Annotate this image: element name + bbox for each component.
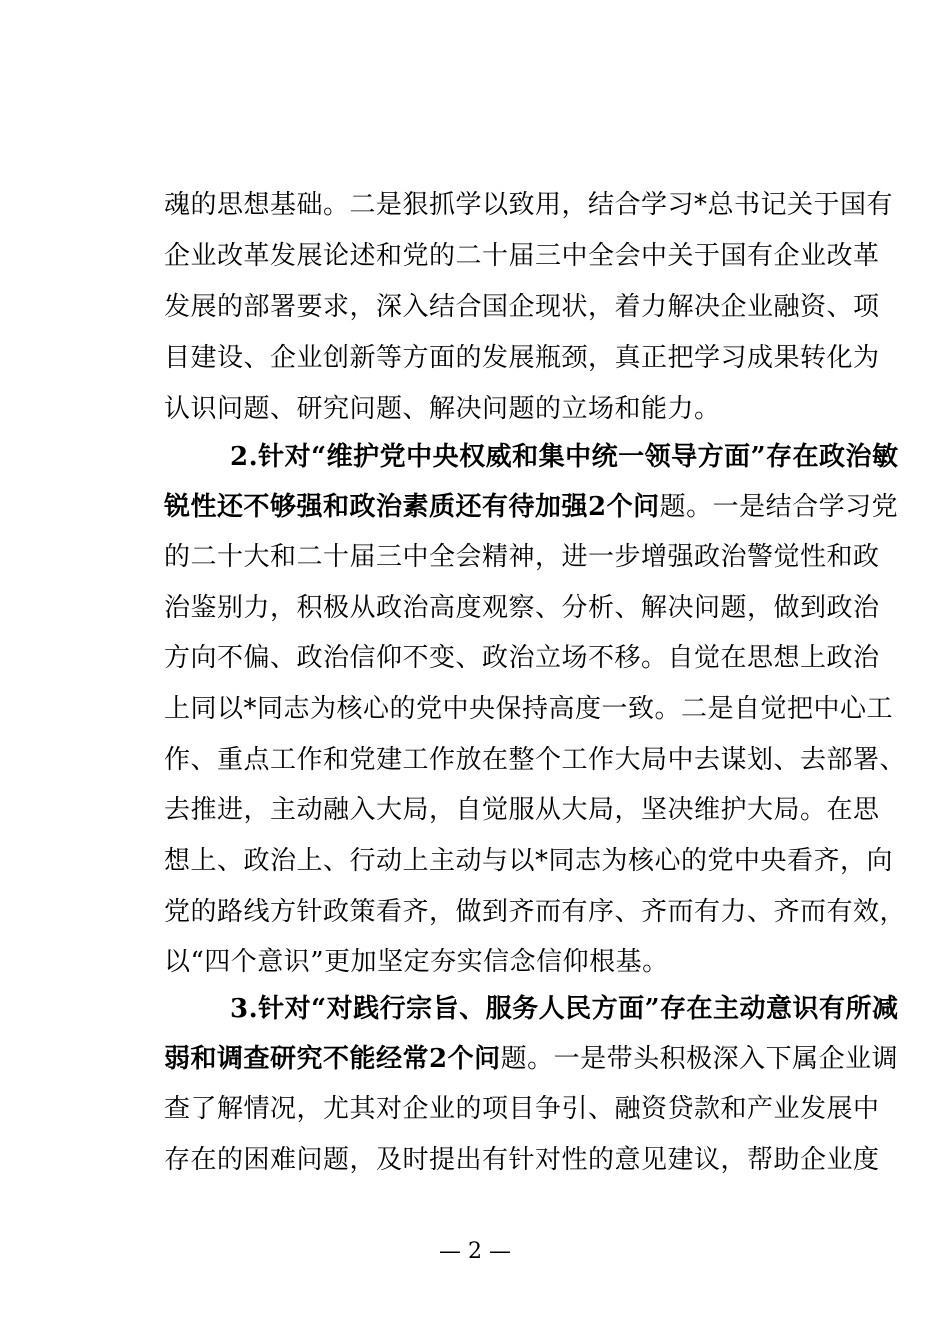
section-heading-cont: 弱和调查研究不能经常2个问 bbox=[164, 1044, 501, 1074]
heading-line bbox=[0, 982, 950, 1036]
text: 作、重点工作和党建工作放在整个工作大局中去谋划、去部署、 bbox=[164, 745, 907, 775]
text-line bbox=[0, 331, 950, 385]
text-line bbox=[0, 229, 950, 283]
text: 魂的思想基础。二是狠抓学以致用，结合学习*总书记关于国有 bbox=[164, 190, 894, 220]
text-line bbox=[0, 530, 950, 584]
text: 目建设、企业创新等方面的发展瓶颈，真正把学习成果转化为 bbox=[164, 343, 880, 373]
text: 上同以*同志为核心的党中央保持高度一致。二是自觉把中心工 bbox=[164, 694, 894, 724]
text-line bbox=[0, 631, 950, 685]
text-line bbox=[0, 885, 950, 939]
text: 题。一是带头积极深入下属企业调 bbox=[500, 1044, 899, 1074]
text: 存在的困难问题，及时提出有针对性的意见建议，帮助企业度 bbox=[164, 1145, 880, 1175]
text: 去推进，主动融入大局，自觉服从大局，坚决维护大局。在思 bbox=[164, 795, 880, 825]
text-line bbox=[0, 834, 950, 888]
text: 查了解情况，尤其对企业的项目争引、融资贷款和产业发展中 bbox=[164, 1094, 880, 1124]
text-line bbox=[0, 783, 950, 837]
text-line bbox=[0, 935, 950, 989]
text: 题。一是结合学习党 bbox=[659, 492, 899, 522]
text: 企业改革发展论述和党的二十届三中全会中关于国有企业改革 bbox=[164, 241, 880, 271]
text-line bbox=[0, 733, 950, 787]
text: 党的路线方针政策看齐，做到齐而有序、齐而有力、齐而有效， bbox=[164, 897, 907, 927]
text: 的二十大和二十届三中全会精神，进一步增强政治警觉性和政 bbox=[164, 542, 880, 572]
text-line bbox=[0, 280, 950, 334]
text-line bbox=[0, 1133, 950, 1187]
text: 发展的部署要求，深入结合国企现状，着力解决企业融资、项 bbox=[164, 292, 880, 322]
text-line bbox=[0, 480, 950, 534]
page-number: — 2 — bbox=[439, 1239, 511, 1264]
text: 方向不偏、政治信仰不变、政治立场不移。自觉在思想上政治 bbox=[164, 643, 880, 673]
text: 以“四个意识”更加坚定夯实信念信仰根基。 bbox=[164, 947, 669, 977]
text-line bbox=[0, 1082, 950, 1136]
section-heading-cont: 锐性还不够强和政治素质还有待加强2个问 bbox=[164, 492, 660, 522]
text-line bbox=[0, 382, 950, 436]
section-heading: 3.针对“对践行宗旨、服务人民方面”存在主动意识有所减 bbox=[230, 994, 899, 1024]
text-line bbox=[0, 682, 950, 736]
heading-line bbox=[0, 430, 950, 484]
text-line bbox=[0, 1032, 950, 1086]
section-heading: 2.针对“维护党中央权威和集中统一领导方面”存在政治敏 bbox=[230, 442, 899, 472]
text-line bbox=[0, 178, 950, 232]
text: 想上、政治上、行动上主动与以*同志为核心的党中央看齐，向 bbox=[164, 846, 894, 876]
text: 治鉴别力，积极从政治高度观察、分析、解决问题，做到政治 bbox=[164, 593, 880, 623]
text-line bbox=[0, 581, 950, 635]
text: 认识问题、研究问题、解决问题的立场和能力。 bbox=[164, 394, 721, 424]
